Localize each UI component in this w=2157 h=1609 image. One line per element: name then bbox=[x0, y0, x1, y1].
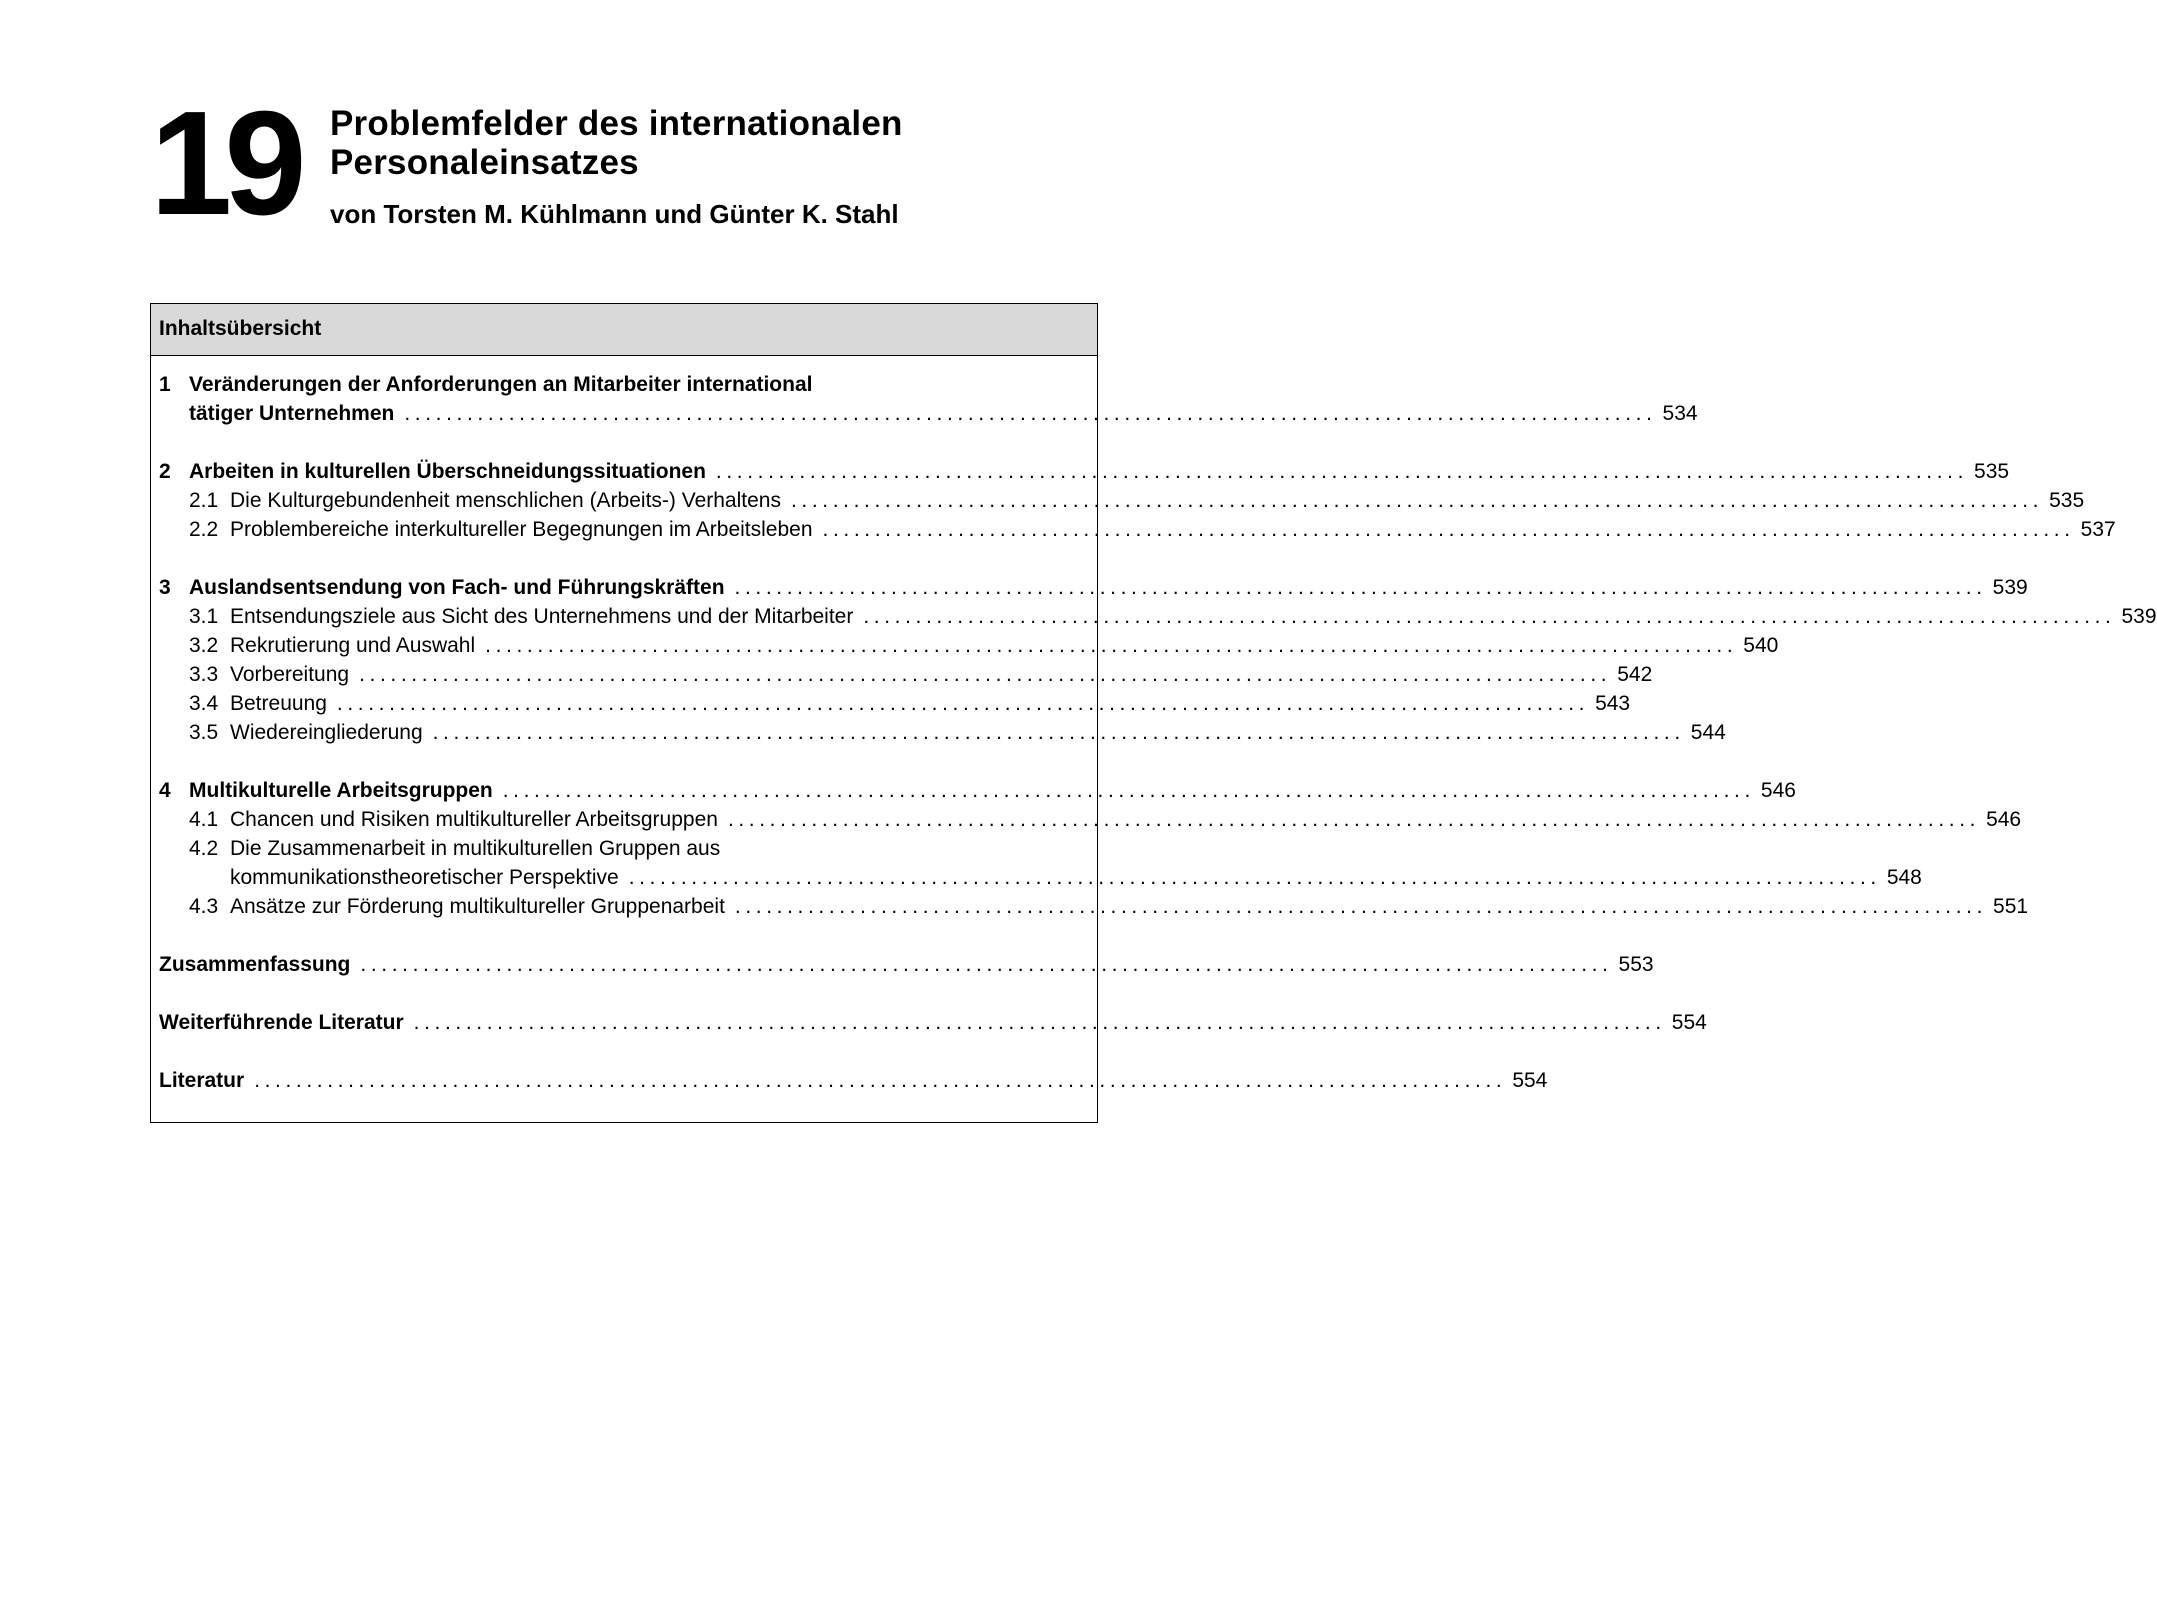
toc-entry-title: Veränderungen der Anforderungen an Mitarbeiter international bbox=[189, 373, 813, 396]
toc-entry-title: Chancen und Risiken multikultureller Arbeitsgruppen bbox=[230, 808, 718, 831]
toc-entry-1[interactable] bbox=[159, 370, 1084, 399]
toc-entry-number: 4.1 bbox=[189, 808, 219, 831]
toc-entry-page: 546 bbox=[1760, 779, 1796, 802]
dot-leader: ........................................................................................................................ bbox=[360, 953, 1613, 976]
dot-leader: ........................................................................................................................ bbox=[734, 895, 1988, 918]
chapter-number: 19 bbox=[150, 81, 299, 246]
toc-entry-page: 535 bbox=[1974, 460, 2010, 483]
dot-leader: ........................................................................................................................ bbox=[790, 489, 2044, 512]
toc-entry-page: 554 bbox=[1512, 1069, 1548, 1092]
toc-entry-number: 4.3 bbox=[189, 895, 219, 918]
toc-entry-3-2[interactable] bbox=[159, 631, 1779, 660]
toc-entry-3-1[interactable] bbox=[159, 602, 2157, 631]
toc-entry-title: Ansätze zur Förderung multikultureller Gruppenarbeit bbox=[230, 895, 725, 918]
toc-entry-2-1[interactable] bbox=[159, 486, 2085, 515]
toc-entry-further-reading[interactable] bbox=[159, 1008, 1707, 1037]
dot-leader: ........................................................................................................................ bbox=[863, 605, 2116, 628]
dot-leader: ........................................................................................................................ bbox=[359, 663, 1612, 686]
chapter-header bbox=[150, 81, 1110, 246]
toc-entry-title: Zusammenfassung bbox=[159, 953, 351, 976]
dot-leader: ........................................................................................................................ bbox=[822, 518, 2075, 541]
toc-list bbox=[151, 356, 2157, 1095]
toc-entry-page: 551 bbox=[1993, 895, 2029, 918]
toc-entry-number: 3.3 bbox=[189, 663, 219, 686]
toc-entry-page: 544 bbox=[1690, 721, 1726, 744]
toc-entry-page: 539 bbox=[2121, 605, 2157, 628]
toc-spacer bbox=[159, 921, 1084, 950]
toc-entry-number: 2.1 bbox=[189, 489, 219, 512]
toc-spacer bbox=[159, 1037, 1084, 1066]
toc-entry-3-5[interactable] bbox=[159, 718, 1726, 747]
toc-entry-2[interactable] bbox=[159, 457, 2010, 486]
toc-entry-title-continued: kommunikationstheoretischer Perspektive bbox=[230, 866, 619, 889]
toc-spacer bbox=[159, 428, 1084, 457]
chapter-title bbox=[330, 104, 903, 182]
toc-entry-title-continued: tätiger Unternehmen bbox=[189, 402, 395, 425]
toc-entry-page: 534 bbox=[1662, 402, 1698, 425]
toc-entry-page: 540 bbox=[1743, 634, 1779, 657]
dot-leader: ........................................................................................................................ bbox=[734, 576, 1987, 599]
toc-entry-title: Wiedereingliederung bbox=[230, 721, 423, 744]
toc-spacer bbox=[159, 979, 1084, 1008]
toc-entry-title: Arbeiten in kulturellen Überschneidungssituationen bbox=[189, 460, 706, 483]
toc-entry-number: 1 bbox=[159, 373, 171, 396]
toc-entry-3-4[interactable] bbox=[159, 689, 1631, 718]
toc-entry-title: Multikulturelle Arbeitsgruppen bbox=[189, 779, 493, 802]
toc-entry-page: 535 bbox=[2049, 489, 2085, 512]
toc-entry-title: Auslandsentsendung von Fach- und Führungskräften bbox=[189, 576, 725, 599]
toc-heading: Inhaltsübersicht bbox=[151, 304, 1097, 356]
dot-leader: ........................................................................................................................ bbox=[404, 402, 1657, 425]
dot-leader: ........................................................................................................................ bbox=[715, 460, 1969, 483]
toc-entry-title: Vorbereitung bbox=[230, 663, 350, 686]
dot-leader: ........................................................................................................................ bbox=[254, 1069, 1507, 1092]
toc-entry-number: 4.2 bbox=[189, 837, 219, 860]
toc-entry-3-3[interactable] bbox=[159, 660, 1653, 689]
chapter-title-line1: Problemfelder des internationalen bbox=[330, 104, 903, 143]
toc-entry-page: 539 bbox=[1992, 576, 2028, 599]
toc-entry-4-3[interactable] bbox=[159, 892, 2029, 921]
toc-entry-page: 553 bbox=[1618, 953, 1654, 976]
chapter-authors: von Torsten M. Kühlmann und Günter K. Stahl bbox=[330, 199, 899, 229]
toc-entry-title: Literatur bbox=[159, 1069, 245, 1092]
dot-leader: ........................................................................................................................ bbox=[485, 634, 1738, 657]
toc-entry-1-continued[interactable] bbox=[159, 399, 1698, 428]
dot-leader: ........................................................................................................................ bbox=[413, 1011, 1666, 1034]
toc-spacer bbox=[159, 544, 1084, 573]
dot-leader: ........................................................................................................................ bbox=[432, 721, 1685, 744]
toc-entry-page: 554 bbox=[1671, 1011, 1707, 1034]
toc-entry-4-1[interactable] bbox=[159, 805, 2022, 834]
toc-entry-number: 3.4 bbox=[189, 692, 219, 715]
toc-entry-references[interactable] bbox=[159, 1066, 1548, 1095]
toc-entry-title: Die Zusammenarbeit in multikulturellen Gruppen aus bbox=[230, 837, 721, 860]
toc-entry-4-2-continued[interactable] bbox=[159, 863, 1922, 892]
chapter-title-line2: Personaleinsatzes bbox=[330, 143, 639, 182]
toc-entry-number: 3 bbox=[159, 576, 171, 599]
toc-entry-number: 3.5 bbox=[189, 721, 219, 744]
dot-leader: ........................................................................................................................ bbox=[336, 692, 1590, 715]
toc-entry-number: 4 bbox=[159, 779, 171, 802]
toc-entry-page: 548 bbox=[1886, 866, 1922, 889]
toc-entry-summary[interactable] bbox=[159, 950, 1654, 979]
table-of-contents bbox=[150, 303, 2157, 1123]
dot-leader: ........................................................................................................................ bbox=[628, 866, 1881, 889]
toc-entry-3[interactable] bbox=[159, 573, 2028, 602]
toc-entry-title: Weiterführende Literatur bbox=[159, 1011, 404, 1034]
toc-entry-title: Entsendungsziele aus Sicht des Unternehmens und der Mitarbeiter bbox=[230, 605, 854, 628]
toc-spacer bbox=[159, 747, 1084, 776]
toc-entry-title: Problembereiche interkultureller Begegnungen im Arbeitsleben bbox=[230, 518, 813, 541]
toc-entry-title: Rekrutierung und Auswahl bbox=[230, 634, 476, 657]
toc-entry-number: 3.2 bbox=[189, 634, 219, 657]
toc-entry-number: 3.1 bbox=[189, 605, 219, 628]
dot-leader: ........................................................................................................................ bbox=[502, 779, 1755, 802]
toc-entry-number: 2 bbox=[159, 460, 171, 483]
toc-entry-number: 2.2 bbox=[189, 518, 219, 541]
toc-entry-page: 546 bbox=[1986, 808, 2022, 831]
toc-entry-title: Die Kulturgebundenheit menschlichen (Arbeits-) Verhaltens bbox=[230, 489, 781, 512]
toc-entry-page: 543 bbox=[1595, 692, 1631, 715]
dot-leader: ........................................................................................................................ bbox=[727, 808, 1981, 831]
toc-entry-2-2[interactable] bbox=[159, 515, 2116, 544]
toc-entry-page: 537 bbox=[2080, 518, 2116, 541]
toc-entry-4[interactable] bbox=[159, 776, 1796, 805]
toc-entry-title: Betreuung bbox=[230, 692, 327, 715]
toc-entry-page: 542 bbox=[1617, 663, 1653, 686]
toc-entry-4-2[interactable] bbox=[159, 834, 1084, 863]
